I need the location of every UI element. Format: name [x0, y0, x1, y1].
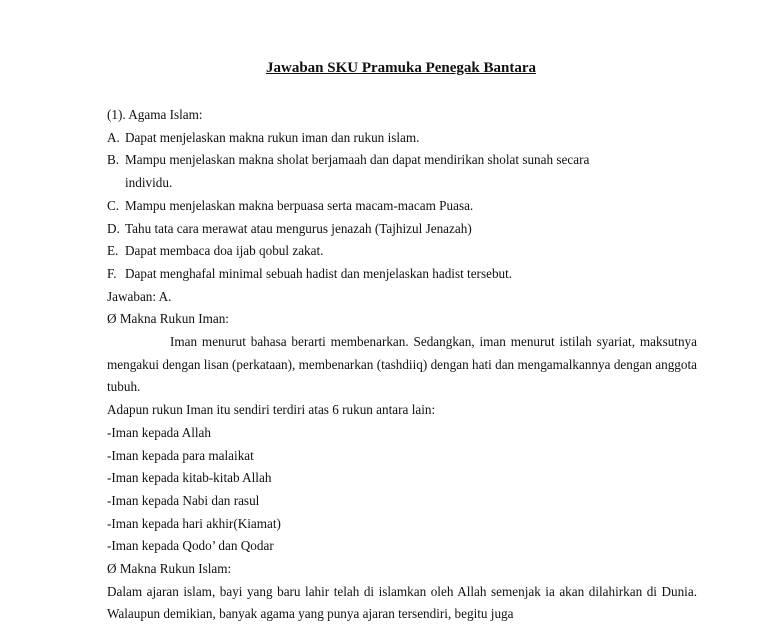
list-item-continuation — [107, 172, 697, 195]
list-item-text: individu. — [125, 175, 173, 191]
iman-list-item: -Iman kepada Qodo’ dan Qodar — [107, 538, 274, 554]
list-marker: F. — [107, 265, 117, 281]
list-marker: E. — [107, 243, 119, 259]
list-marker: A. — [107, 129, 120, 145]
list-item — [107, 240, 697, 263]
list-item-text: Mampu menjelaskan makna berpuasa serta macam-macam Puasa. — [125, 197, 474, 213]
iman-list-item: -Iman kepada Nabi dan rasul — [107, 492, 260, 508]
iman-heading: Ø Makna Rukun Iman: — [107, 311, 229, 327]
list-marker: C. — [107, 197, 120, 213]
list-item-text: Dapat menjelaskan makna rukun iman dan rukun islam. — [125, 129, 420, 145]
list-item-text: Dapat menghafal minimal sebuah hadist dan menjelaskan hadist tersebut. — [125, 265, 513, 281]
list-marker: B. — [107, 152, 120, 168]
document-body — [107, 104, 697, 626]
iman-list-item: -Iman kepada hari akhir(Kiamat) — [107, 515, 281, 531]
list-item — [107, 149, 697, 172]
list-item — [107, 218, 697, 241]
list-item-text: Mampu menjelaskan makna sholat berjamaah dan dapat mendirikan sholat sunah secara — [125, 152, 590, 168]
iman-intro: Adapun rukun Iman itu sendiri terdiri atas 6 rukun antara lain: — [107, 402, 436, 418]
iman-list-item: -Iman kepada kitab-kitab Allah — [107, 470, 272, 486]
list-item — [107, 195, 697, 218]
answer-label: Jawaban: A. — [107, 288, 172, 304]
list-item — [107, 127, 697, 150]
islam-paragraph: Dalam ajaran islam, bayi yang baru lahir telah di islamkan oleh Allah semenjak ia akan dilahirkan di Dunia. Walaupun demikian, banyak agama yang punya ajaran tersendiri, begitu juga — [107, 583, 697, 622]
iman-list-item: -Iman kepada Allah — [107, 424, 211, 440]
document-title: Jawaban SKU Pramuka Penegak Bantara — [265, 60, 537, 76]
iman-list-item: -Iman kepada para malaikat — [107, 447, 254, 463]
section-heading: (1). Agama Islam: — [107, 107, 203, 122]
islam-heading: Ø Makna Rukun Islam: — [107, 561, 232, 577]
list-item — [107, 263, 697, 286]
list-item-text: Dapat membaca doa ijab qobul zakat. — [125, 243, 324, 259]
list-marker: D. — [107, 220, 120, 236]
iman-paragraph: Iman menurut bahasa berarti membenarkan. Sedangkan, iman menurut istilah syariat, maksutnya mengakui dengan lisan (perkataan), membenarkan (tashdiiq) dengan hati dan mengamalkannya dengan anggota tubuh. — [107, 334, 697, 395]
list-item-text: Tahu tata cara merawat atau mengurus jenazah (Tajhizul Jenazah) — [125, 220, 472, 236]
